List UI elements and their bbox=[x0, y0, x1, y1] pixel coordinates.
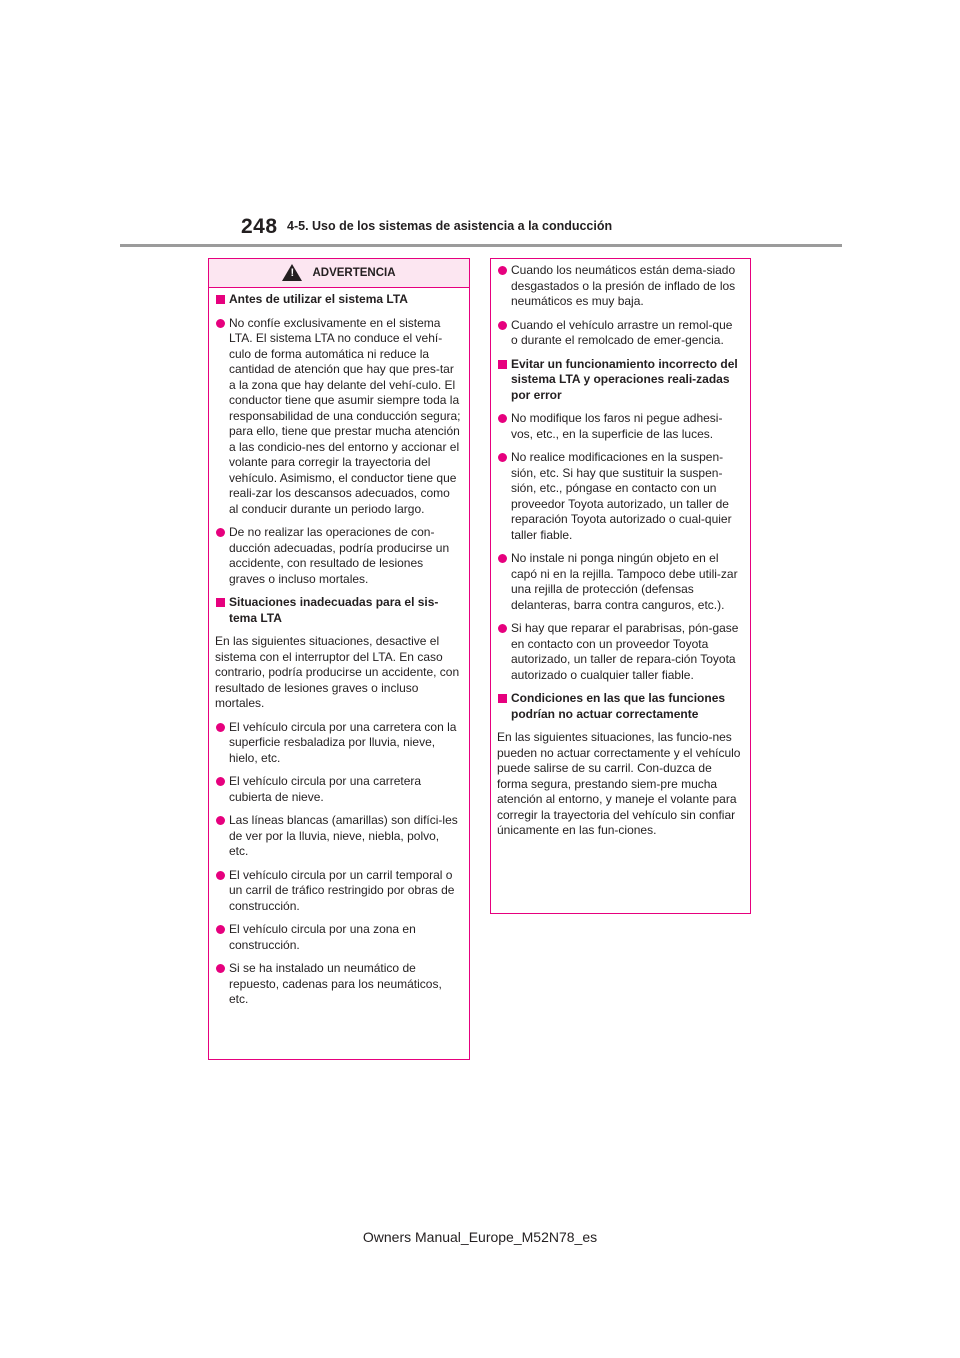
bullet-text: El vehículo circula por una carretera con la superficie resbaladiza por lluvia, nieve, hielo, etc. bbox=[229, 719, 457, 765]
bullet-text: Las líneas blancas (amarillas) son difíci-les de ver por la lluvia, nieve, niebla, polvo, etc. bbox=[229, 813, 458, 858]
warning-triangle-icon bbox=[282, 264, 302, 281]
circle-bullet-icon bbox=[497, 411, 511, 442]
bullet-item bbox=[215, 961, 461, 1008]
bullet-item bbox=[497, 450, 742, 543]
circle-bullet-icon bbox=[497, 450, 511, 543]
bullet-item bbox=[497, 551, 742, 613]
warning-content-right bbox=[491, 259, 750, 839]
sub-heading bbox=[215, 292, 461, 308]
warning-header bbox=[209, 259, 469, 288]
bullet-item bbox=[215, 774, 461, 805]
square-bullet-icon bbox=[215, 595, 229, 626]
sub-heading bbox=[497, 357, 742, 404]
circle-bullet-icon bbox=[215, 316, 229, 518]
circle-bullet-icon bbox=[215, 813, 229, 860]
header-rule bbox=[120, 244, 842, 247]
circle-bullet-icon bbox=[215, 525, 229, 587]
sub-heading bbox=[497, 691, 742, 722]
circle-bullet-icon bbox=[497, 551, 511, 613]
bullet-text: Si hay que reparar el parabrisas, pón-gase en contacto con un proveedor Toyota autorizado, un taller de repara-ción Toyota autorizado o cualquier taller fiable. bbox=[511, 621, 739, 682]
bullet-item bbox=[215, 525, 461, 587]
bullet-item bbox=[497, 621, 742, 683]
bullet-text: Si se ha instalado un neumático de repuesto, cadenas para los neumáticos, etc. bbox=[229, 961, 442, 1006]
sub-heading-text: Antes de utilizar el sistema LTA bbox=[229, 292, 408, 306]
bullet-item bbox=[215, 922, 461, 953]
bullet-text: Cuando los neumáticos están dema-siado desgastados o la presión de inflado de los neumáticos es muy baja. bbox=[511, 263, 736, 308]
paragraph: En las siguientes situaciones, las funcio-nes pueden no actuar correctamente y el vehículo puede salirse de su carril. Con-duzca de forma segura, prestando siem-pre mucha atención al entorno, y maneje el volante para corregir la trayectoria del vehículo sin confiar únicamente en las fun-ciones. bbox=[497, 730, 741, 837]
section-title: 4-5. Uso de los sistemas de asistencia a la conducción bbox=[287, 219, 613, 233]
bullet-text: No instale ni ponga ningún objeto en el capó ni en la rejilla. Tampoco debe utili-zar una rejilla de protección (defensas delanteras, barra contra canguros, etc.). bbox=[511, 551, 738, 612]
circle-bullet-icon bbox=[215, 720, 229, 767]
bullet-text: Cuando el vehículo arrastre un remol-que o durante el remolcado de emer-gencia. bbox=[511, 317, 733, 347]
square-bullet-icon bbox=[497, 357, 511, 404]
bullet-item bbox=[497, 318, 742, 349]
bullet-text: No modifique los faros ni pegue adhesi-vos, etc., en la superficie de las luces. bbox=[511, 411, 723, 441]
bullet-text: De no realizar las operaciones de con-ducción adecuadas, podría producirse un accidente, con resultado de lesiones graves o incluso mortales. bbox=[229, 525, 450, 586]
circle-bullet-icon bbox=[215, 961, 229, 1008]
bullet-item bbox=[215, 813, 461, 860]
bullet-text: No realice modificaciones en la suspen-sión, etc. Si hay que sustituir la suspen-sión, etc., póngase en contacto con un proveedor Toyota autorizado, un taller de reparación Toyota autorizado o cual-quier taller fiable. bbox=[511, 450, 732, 542]
bullet-item bbox=[215, 720, 461, 767]
bullet-text: El vehículo circula por un carril temporal o un carril de tráfico restringido por obras de construcción. bbox=[229, 867, 455, 913]
bullet-item bbox=[215, 316, 461, 518]
circle-bullet-icon bbox=[497, 621, 511, 683]
bullet-text: El vehículo circula por una zona en construcción. bbox=[229, 922, 416, 952]
bullet-item bbox=[497, 411, 742, 442]
square-bullet-icon bbox=[497, 691, 511, 722]
circle-bullet-icon bbox=[215, 868, 229, 915]
sub-heading-text: Evitar un funcionamiento incorrecto del sistema LTA y operaciones reali-zadas por error bbox=[511, 356, 738, 402]
warning-title: ADVERTENCIA bbox=[312, 267, 396, 279]
circle-bullet-icon bbox=[215, 774, 229, 805]
bullet-text: No confíe exclusivamente en el sistema LTA. El sistema LTA no conduce el vehí-culo de forma automática ni reduce la cantidad de atención que hay que pres-tar a la zona que hay delante del vehí-culo. El conductor tiene que asumir siempre toda la responsabilidad de una conducción segura; para ello, tiene que prestar mucha atención a las condicio-nes del entorno y accionar el volante para corregir la trayectoria del vehículo. Asimismo, el conductor tiene que reali-zar los descansos adecuados, como al conducir durante un periodo largo. bbox=[229, 315, 461, 516]
warning-box bbox=[208, 258, 470, 1060]
circle-bullet-icon bbox=[215, 922, 229, 953]
footer-text: Owners Manual_Europe_M52N78_es bbox=[362, 1229, 598, 1245]
bullet-text: El vehículo circula por una carretera cubierta de nieve. bbox=[229, 774, 422, 804]
page-number: 248 bbox=[241, 215, 278, 238]
circle-bullet-icon bbox=[497, 263, 511, 310]
warning-content-left bbox=[209, 288, 469, 1008]
sub-heading-text: Situaciones inadecuadas para el sis-tema LTA bbox=[229, 595, 439, 625]
bullet-item bbox=[215, 868, 461, 915]
warning-box-continued bbox=[490, 258, 751, 914]
sub-heading-text: Condiciones en las que las funciones podrían no actuar correctamente bbox=[511, 691, 726, 721]
circle-bullet-icon bbox=[497, 318, 511, 349]
sub-heading bbox=[215, 595, 461, 626]
square-bullet-icon bbox=[215, 292, 229, 308]
bullet-item bbox=[497, 263, 742, 310]
paragraph: En las siguientes situaciones, desactive el sistema con el interruptor del LTA. En caso contrario, podría producirse un accidente, con resultado de lesiones graves o incluso mortales. bbox=[215, 634, 460, 710]
